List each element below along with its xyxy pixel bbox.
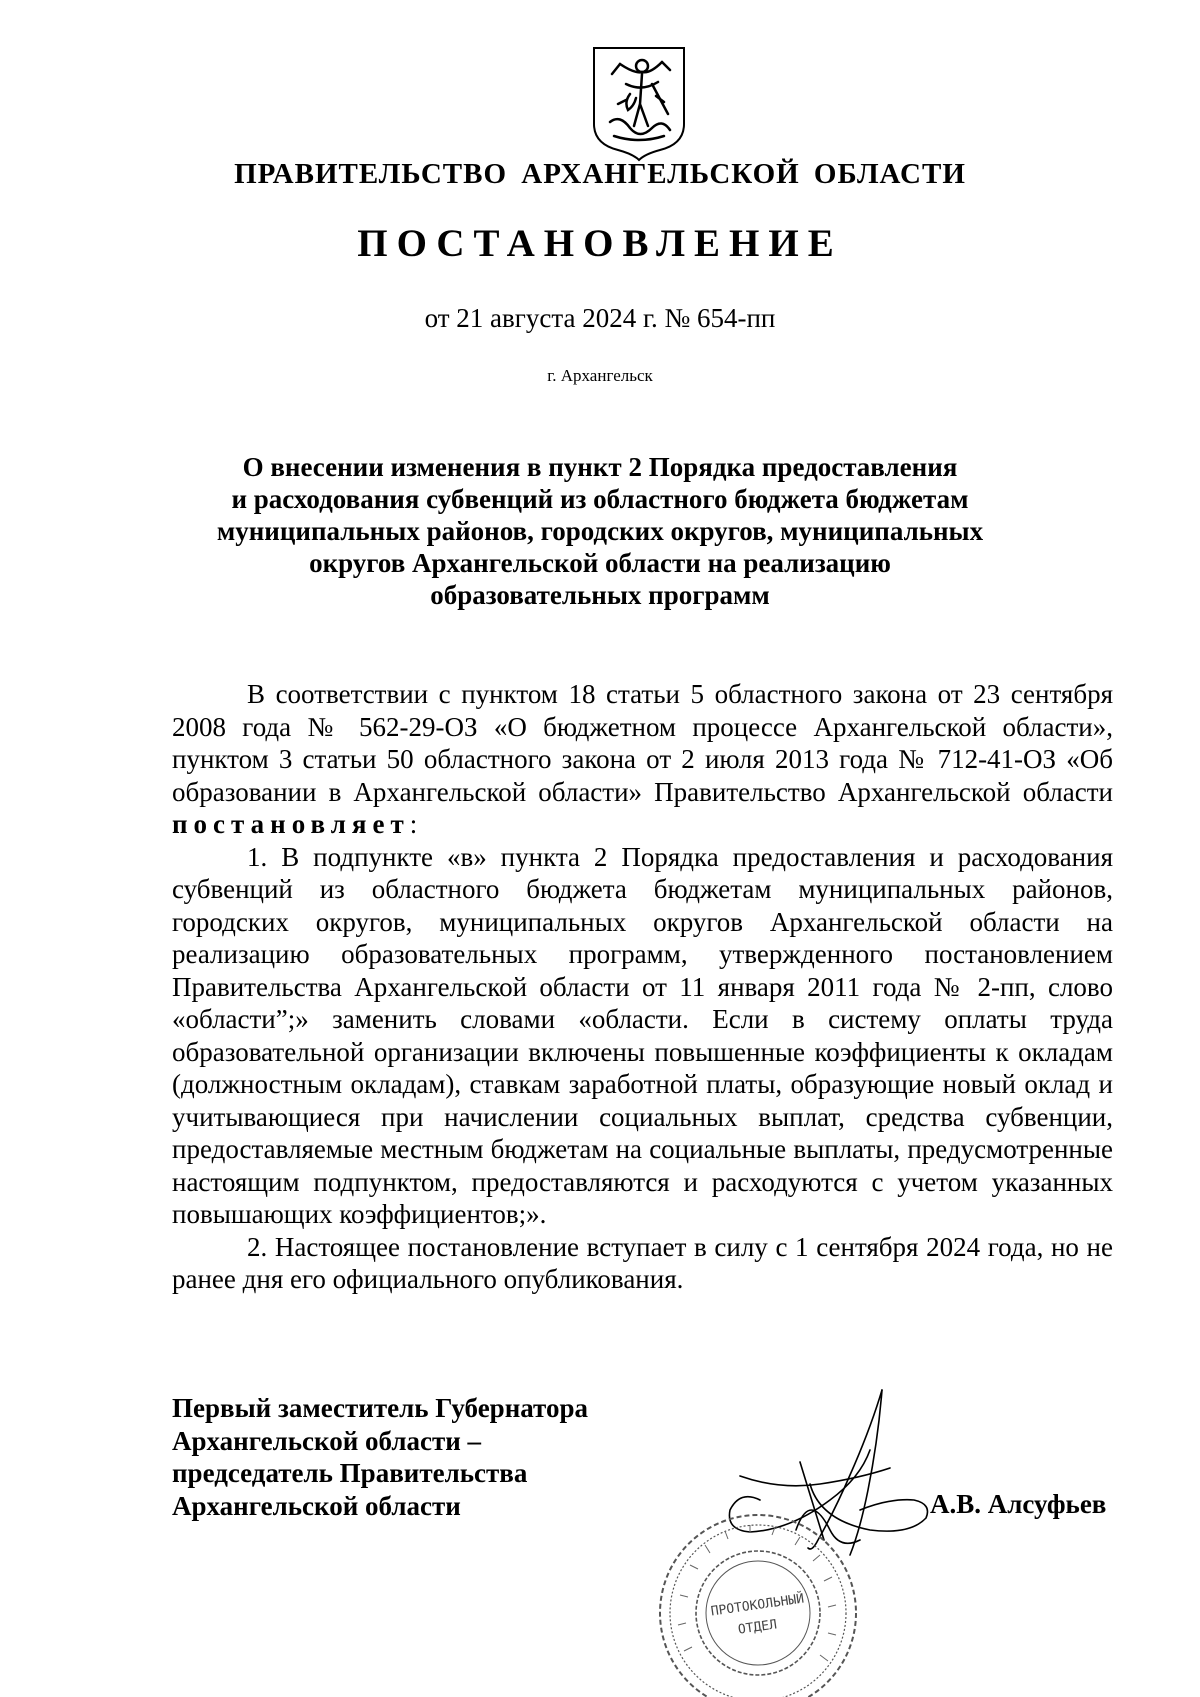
title-line: образовательных программ — [430, 580, 770, 610]
signer-position-line: Архангельской области — [172, 1490, 461, 1521]
title-line: округов Архангельской области на реализацию — [309, 548, 891, 578]
signer-position-line: Первый заместитель Губернатора — [172, 1393, 588, 1423]
stamp-center-text-2: ОТДЕЛ — [737, 1617, 778, 1638]
document-body — [172, 678, 1113, 1296]
item-1-paragraph: 1. В подпункте «в» пункта 2 Порядка предоставления и расходования субвенций из областного бюджета бюджетам муниципальных районов, городских округов, муниципальных округов Архангельской области на реализацию образовательных программ, утвержденного постановлением Правительства Архангельской области от 11 января 2011 года № 2-пп, слово «области”;» заменить словами «области. Если в систему оплаты труда образовательной организации включены повышенные коэффициенты к окладам (должностным окладам), ставкам заработной платы, образующие новый оклад и учитывающиеся при начислении социальных выплат, средства субвенции, предоставляемые местным бюджетам на социальные выплаты, предусмотренные настоящим подпунктом, предоставляются и расходуются с учетом указанных повышающих коэффициентов;». — [172, 841, 1113, 1229]
document-city: г. Архангельск — [547, 366, 653, 385]
document-date-number: от 21 августа 2024 г. № 654-пп — [424, 303, 776, 333]
signer-position-line: Архангельской области – — [172, 1425, 482, 1456]
document-type: ПОСТАНОВЛЕНИЕ — [357, 222, 843, 265]
government-name: ПРАВИТЕЛЬСТВО АРХАНГЕЛЬСКОЙ ОБЛАСТИ — [234, 158, 966, 190]
decree-colon: : — [409, 809, 418, 839]
preamble-paragraph — [172, 678, 1113, 841]
signer-name: А.В. Алсуфьев — [930, 1489, 1107, 1519]
title-line: О внесении изменения в пункт 2 Порядка предоставления — [242, 452, 958, 482]
decree-word: постановляет — [172, 809, 410, 839]
coat-of-arms-emblem — [590, 44, 688, 162]
signer-position — [172, 1392, 588, 1522]
signer-position-line: председатель Правительства — [172, 1458, 528, 1488]
stamp-center-text-1: ПРОТОКОЛЬНЫЙ — [709, 1591, 806, 1620]
document-title — [200, 451, 1000, 611]
title-line: и расходования субвенций из областного бюджета бюджетам — [231, 484, 969, 514]
preamble-text: В соответствии с пунктом 18 статьи 5 областного закона от 23 сентября 2008 года № 562-29-ОЗ «О бюджетном процессе Архангельской области», пунктом 3 статьи 50 областного закона от 2 июля 2013 года № 712-41-ОЗ «Об образовании в Архангельской области» Правительство Архангельской области — [172, 679, 1113, 807]
official-stamp — [650, 1505, 865, 1697]
item-2-paragraph: 2. Настоящее постановление вступает в силу с 1 сентября 2024 года, но не ранее дня его официального опубликования. — [172, 1231, 1113, 1294]
title-line: муниципальных районов, городских округов, муниципальных — [216, 516, 984, 546]
